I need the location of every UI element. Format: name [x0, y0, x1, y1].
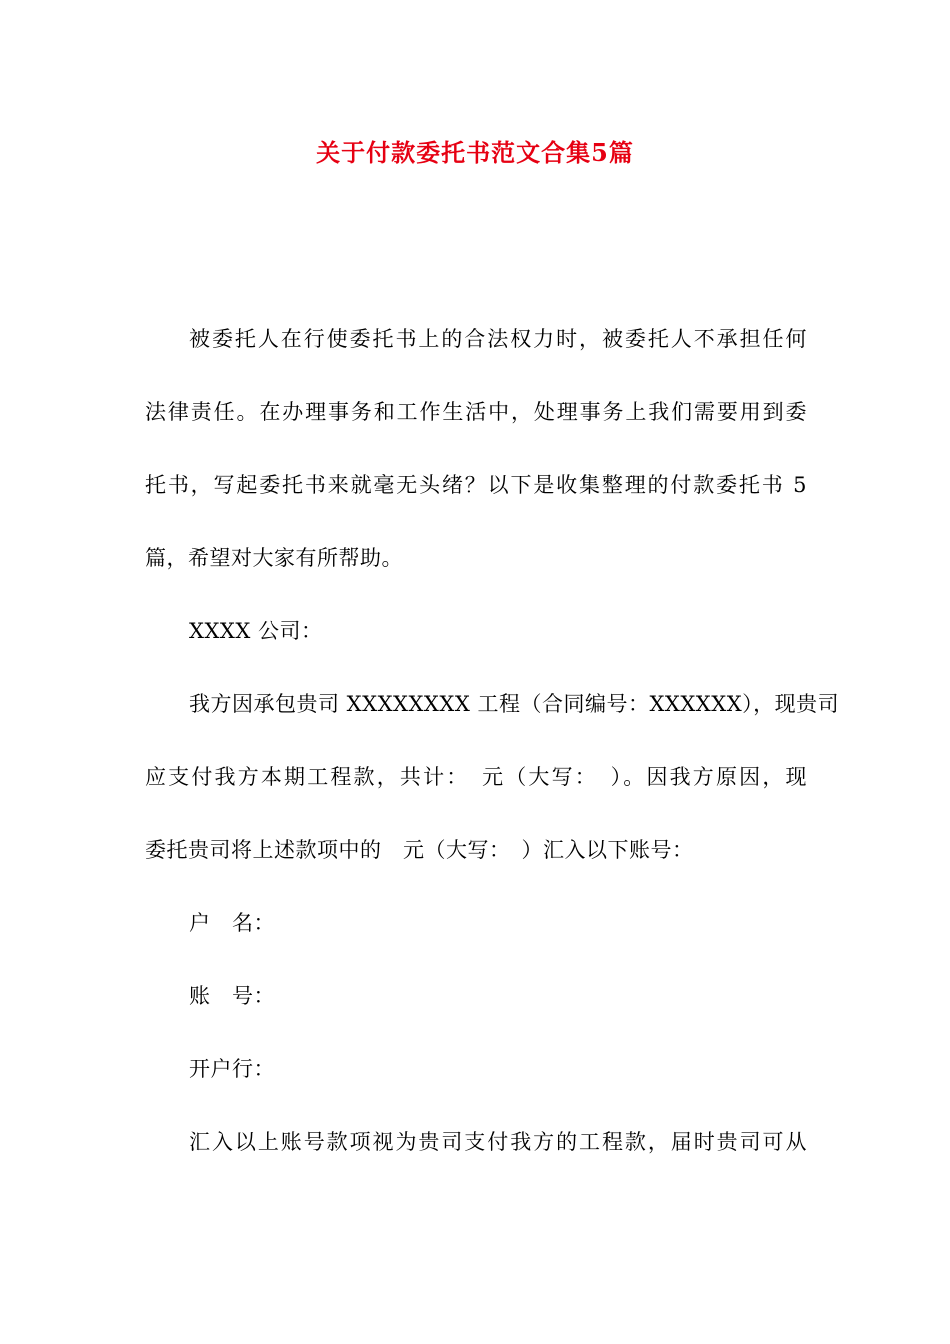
paragraph-line-8: 委托贵司将上述款项中的 元（大写： ）汇入以下账号：: [145, 838, 694, 862]
paragraph-line-7: 应支付我方本期工程款，共计： 元（大写： ）。因我方原因，现: [145, 765, 807, 789]
document-body: [145, 303, 840, 1179]
paragraph-line-4: 篇，希望对大家有所帮助。: [145, 546, 403, 570]
account-number-line: 账 号：: [189, 984, 275, 1008]
paragraph-line-12: 汇入以上账号款项视为贵司支付我方的工程款，届时贵司可从: [189, 1130, 807, 1154]
bank-line: 开户行：: [189, 1057, 275, 1081]
paragraph-line-1: 被委托人在行使委托书上的合法权力时，被委托人不承担任何: [189, 327, 807, 351]
salutation-line: XXXX 公司：: [189, 619, 323, 643]
document-title: 关于付款委托书范文合集5篇: [316, 138, 634, 167]
account-name-line: 户 名：: [189, 911, 275, 935]
paragraph-line-2: 法律责任。在办理事务和工作生活中，处理事务上我们需要用到委: [145, 400, 807, 424]
paragraph-line-6: 我方因承包贵司 XXXXXXXX 工程（合同编号：XXXXXX），现贵司: [189, 692, 840, 716]
paragraph-line-3: 托书，写起委托书来就毫无头绪？以下是收集整理的付款委托书 5: [145, 473, 807, 497]
